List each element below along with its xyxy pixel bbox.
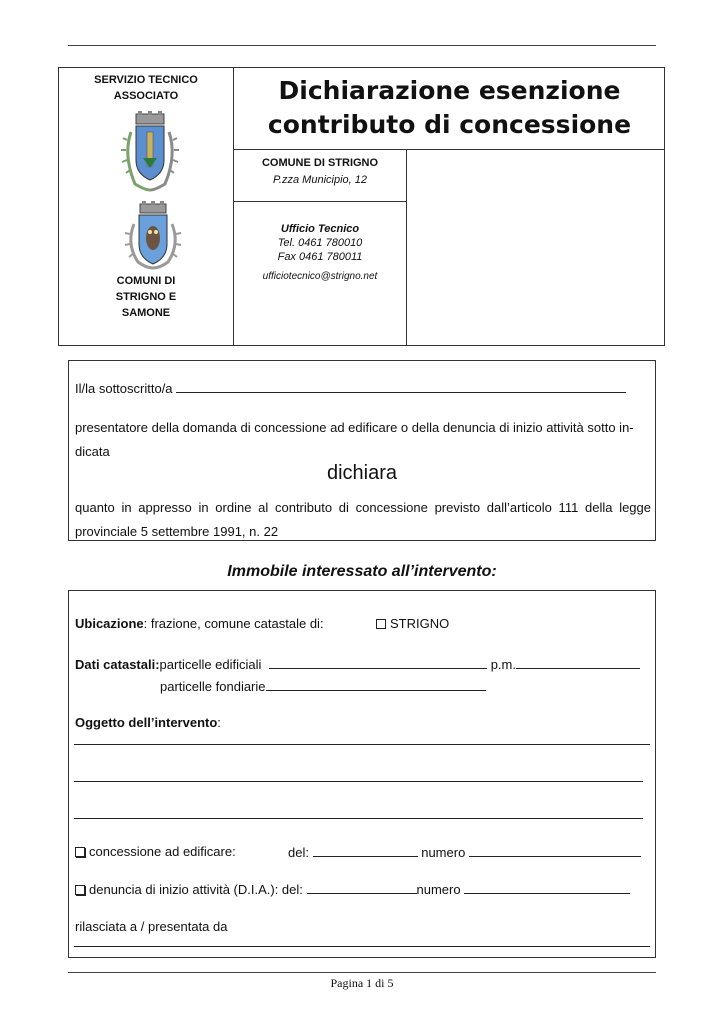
samone-coat-of-arms-icon — [120, 200, 184, 274]
particelle-edificiali-label: particelle edificiali — [159, 657, 262, 672]
presentatore-text — [75, 416, 651, 464]
comuni-label — [59, 273, 233, 321]
immobile-box — [68, 590, 656, 958]
particelle-fondiarie-row — [160, 678, 486, 694]
ufficio-name: Ufficio Tecnico — [280, 223, 360, 235]
servizio-label — [59, 72, 233, 104]
pm-input[interactable] — [516, 656, 640, 669]
denuncia-numero-label: numero — [416, 882, 461, 897]
quanto-line1: quanto in appresso in ordine al contributo di concessione previsto dall’articolo 111 della legge — [75, 500, 651, 515]
concessione-del-label: del: — [288, 845, 309, 860]
pm-label: p.m. — [490, 657, 516, 672]
comune-name: COMUNE DI STRIGNO — [261, 157, 379, 169]
oggetto-line-3[interactable] — [74, 818, 643, 819]
page-number: Pagina 1 di 5 — [330, 976, 394, 990]
dati-catastali-row — [75, 656, 651, 672]
rilasciata-line[interactable] — [74, 946, 650, 947]
document-title — [234, 74, 665, 142]
comune-block — [234, 155, 406, 186]
header-divider-comune — [233, 201, 406, 202]
oggetto-colon: : — [217, 715, 221, 730]
concessione-del-group — [288, 844, 641, 860]
rilasciata-label: rilasciata a / presentata da — [75, 919, 228, 934]
concessione-numero-label: numero — [421, 845, 466, 860]
ubicazione-text: : frazione, comune catastale di: — [143, 616, 324, 631]
oggetto-label: Oggetto dell’intervento — [75, 715, 218, 730]
ufficio-email[interactable]: ufficiotecnico@strigno.net — [262, 271, 378, 282]
comuni-line2: STRIGNO E — [115, 291, 177, 303]
denuncia-label: denuncia di inizio attività (D.I.A.): del: — [89, 882, 303, 897]
oggetto-line-2[interactable] — [74, 781, 643, 782]
ufficio-fax: Fax 0461 780011 — [277, 251, 363, 263]
comuni-line1: COMUNI DI — [116, 275, 176, 287]
strigno-checkbox[interactable] — [376, 619, 386, 629]
ufficio-block — [234, 222, 406, 284]
concessione-del-input[interactable] — [313, 844, 418, 857]
strigno-coat-of-arms-icon — [119, 110, 181, 198]
presentatore-line2: dicata — [75, 444, 110, 459]
denuncia-numero-input[interactable] — [464, 881, 630, 894]
denuncia-checkbox[interactable] — [75, 885, 85, 895]
servizio-line1: SERVIZIO TECNICO — [94, 74, 198, 86]
oggetto-line-1[interactable] — [74, 744, 650, 745]
denuncia-row — [75, 881, 651, 897]
presentatore-line1: presentatore della domanda di concessione ad edificare o della denuncia di inizio attività sotto in- — [75, 420, 634, 435]
servizio-line2: ASSOCIATO — [113, 90, 179, 102]
quanto-line2: provinciale 5 settembre 1991, n. 22 — [75, 524, 279, 539]
particelle-fondiarie-input[interactable] — [266, 678, 486, 691]
ubicazione-row — [75, 616, 324, 631]
dati-catastali-label: Dati catastali: — [75, 657, 160, 672]
title-line2: contributo di concessione — [267, 110, 632, 139]
particelle-fondiarie-label: particelle fondiarie — [160, 679, 266, 694]
footer-rule — [68, 972, 656, 973]
top-rule — [68, 45, 656, 46]
concessione-numero-input[interactable] — [469, 844, 641, 857]
header-divider-middle — [406, 149, 407, 346]
denuncia-del-input[interactable] — [307, 881, 417, 894]
comuni-line3: SAMONE — [121, 307, 171, 319]
particelle-edificiali-input[interactable] — [269, 656, 487, 669]
sottoscritto-label: Il/la sottoscritto/a — [75, 381, 173, 396]
strigno-label: STRIGNO — [390, 616, 450, 631]
section-title: Immobile interessato all’intervento: — [227, 563, 497, 580]
sottoscritto-input[interactable] — [176, 380, 626, 393]
concessione-label: concessione ad edificare: — [89, 844, 236, 859]
quanto-text — [75, 496, 651, 544]
oggetto-row — [75, 715, 221, 730]
strigno-option[interactable] — [376, 616, 449, 631]
concessione-checkbox[interactable] — [75, 847, 85, 857]
dichiara-heading: dichiara — [326, 462, 398, 484]
title-line1: Dichiarazione esenzione — [278, 76, 621, 105]
concessione-row — [75, 844, 651, 859]
header-divider-title — [233, 149, 665, 150]
ufficio-tel: Tel. 0461 780010 — [277, 237, 363, 249]
ubicazione-label: Ubicazione — [75, 616, 144, 631]
sottoscritto-row — [75, 380, 651, 396]
comune-address: P.zza Municipio, 12 — [273, 174, 367, 186]
